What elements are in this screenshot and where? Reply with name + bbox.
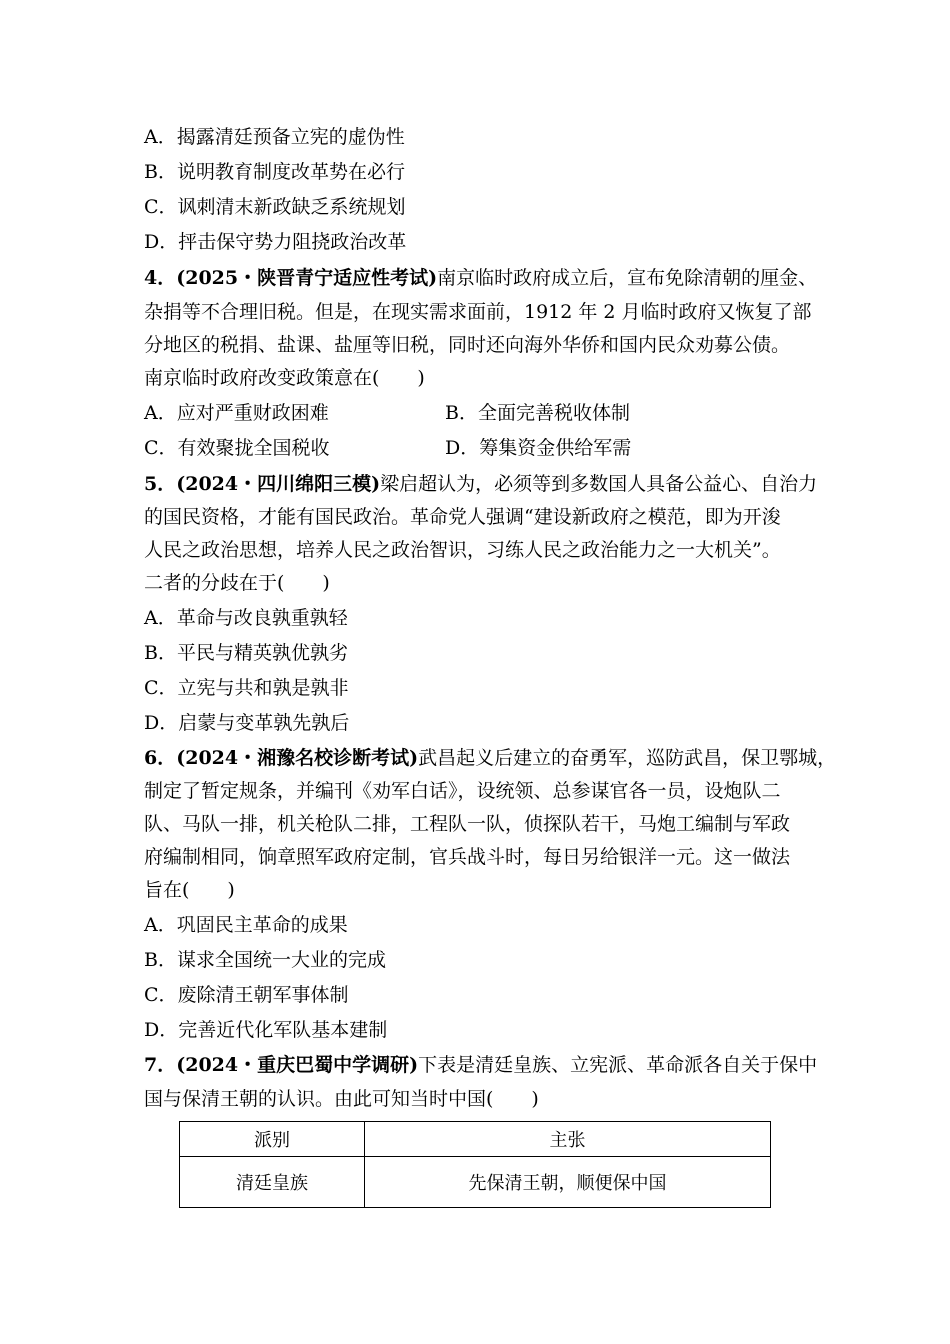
q4-number: 4．: [144, 267, 177, 289]
q7-stem-line-1: [144, 1053, 817, 1077]
q5-option-a: A．革命与改良孰重孰轻: [144, 607, 348, 629]
table-cell-position: 先保清王朝，顺便保中国: [365, 1157, 771, 1208]
q6-stem-line-5: 旨在( ): [144, 879, 235, 901]
q4-stem-line-4: 南京临时政府改变政策意在( ): [144, 367, 425, 389]
q5-stem-line-4: 二者的分歧在于( ): [144, 572, 330, 594]
q5-stem-line-3: 人民之政治思想，培养人民之政治智识，习练人民之政治能力之一大机关”。: [144, 539, 781, 561]
table-row: [180, 1157, 771, 1208]
q7-stem-line-2: 国与保清王朝的认识。由此可知当时中国( ): [144, 1088, 539, 1110]
q5-text: 梁启超认为，必须等到多数国人具备公益心、自治力: [380, 473, 818, 495]
q5-stem-line-1: [144, 472, 817, 496]
q6-text: 武昌起义后建立的奋勇军，巡防武昌，保卫鄂城，: [418, 747, 837, 769]
q6-stem-line-2: 制定了暂定规条，并编刊《劝军白话》，设统领、总参谋官各一员，设炮队二: [144, 780, 781, 802]
q7-source: (2024・重庆巴蜀中学调研): [176, 1054, 419, 1076]
q7-number: 7．: [144, 1054, 177, 1076]
q4-text: 南京临时政府成立后，宣布免除清朝的厘金、: [437, 267, 818, 289]
table-header-faction: 派别: [180, 1122, 365, 1157]
q5-option-c: C．立宪与共和孰是孰非: [144, 677, 349, 699]
q3-option-a: A．揭露清廷预备立宪的虚伪性: [144, 126, 405, 148]
q4-options-row-2: [144, 436, 844, 460]
q6-option-c: C．废除清王朝军事体制: [144, 984, 349, 1006]
q4-stem-line-1: [144, 266, 817, 290]
q4-option-d: D．筹集资金供给军需: [445, 437, 632, 459]
q4-option-b: B．全面完善税收体制: [445, 402, 630, 424]
table-cell-faction: 清廷皇族: [180, 1157, 365, 1208]
q7-table: [179, 1121, 771, 1208]
q6-number: 6．: [144, 747, 177, 769]
q6-stem-line-3: 队、马队一排，机关枪队二排，工程队一队，侦探队若干，马炮工编制与军政: [144, 813, 791, 835]
q6-source: (2024・湘豫名校诊断考试): [176, 747, 419, 769]
q4-stem-line-2: 杂捐等不合理旧税。但是，在现实需求面前，1912 年 2 月临时政府又恢复了部: [144, 301, 812, 323]
q5-stem-line-2: 的国民资格，才能有国民政治。革命党人强调“建设新政府之模范，即为开浚: [144, 506, 781, 528]
q3-option-d: D．抨击保守势力阻挠政治改革: [144, 231, 407, 253]
q4-stem-line-3: 分地区的税捐、盐课、盐厘等旧税，同时还向海外华侨和国内民众劝募公债。: [144, 334, 791, 356]
q4-option-c: C．有效聚拢全国税收: [144, 437, 330, 459]
q3-option-b: B．说明教育制度改革势在必行: [144, 161, 405, 183]
q4-source: (2025・陕晋青宁适应性考试): [176, 267, 438, 289]
q6-option-d: D．完善近代化军队基本建制: [144, 1019, 388, 1041]
table-header-row: [180, 1122, 771, 1157]
q5-option-b: B．平民与精英孰优孰劣: [144, 642, 348, 664]
q6-stem-line-1: [144, 746, 836, 770]
q5-source: (2024・四川绵阳三模): [176, 473, 381, 495]
table-header-position: 主张: [365, 1122, 771, 1157]
q4-option-a: A．应对严重财政困难: [144, 402, 329, 424]
q3-option-c: C．讽刺清末新政缺乏系统规划: [144, 196, 406, 218]
q4-options-row-1: [144, 401, 844, 425]
q6-option-a: A．巩固民主革命的成果: [144, 914, 348, 936]
q5-number: 5．: [144, 473, 177, 495]
q6-option-b: B．谋求全国统一大业的完成: [144, 949, 386, 971]
q6-stem-line-4: 府编制相同，饷章照军政府定制，官兵战斗时，每日另给银洋一元。这一做法: [144, 846, 791, 868]
q7-text: 下表是清廷皇族、立宪派、革命派各自关于保中: [418, 1054, 818, 1076]
q5-option-d: D．启蒙与变革孰先孰后: [144, 712, 350, 734]
